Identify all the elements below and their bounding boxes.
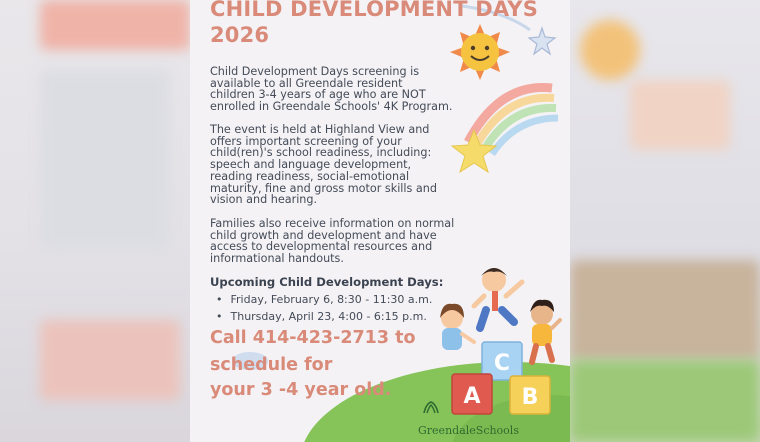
text-line: enrolled in Greendale Schools' 4K Program. xyxy=(210,100,453,114)
title-line: 2026 xyxy=(210,23,270,47)
text-line: maturity, fine and gross motor skills and xyxy=(210,181,437,195)
blurred-rainbow xyxy=(630,80,730,150)
poster xyxy=(190,0,570,442)
text-line: child growth and development and have xyxy=(210,228,437,242)
event-paragraph xyxy=(210,124,472,206)
block-letter: B xyxy=(521,385,539,410)
blurred-children xyxy=(570,260,760,360)
child-boy xyxy=(474,268,522,328)
blurred-background-left xyxy=(0,0,190,442)
text-line: offers important screening of your xyxy=(210,134,402,148)
text-line: access to developmental resources and xyxy=(210,240,433,254)
text-line: speech and language development, xyxy=(210,158,412,172)
date-item: • Thursday, April 23, 4:00 - 6:15 p.m. xyxy=(216,308,432,325)
title-line: CHILD DEVELOPMENT DAYS xyxy=(210,0,539,21)
text-line: reading readiness, social-emotional xyxy=(210,169,410,183)
call-line: schedule for xyxy=(210,355,333,375)
call-line: your 3 -4 year old. xyxy=(210,380,392,400)
brand-name: GreendaleSchools xyxy=(418,424,519,437)
child-right xyxy=(530,300,560,362)
block-letter: C xyxy=(493,351,511,376)
blurred-background-right xyxy=(570,0,760,442)
child-girl xyxy=(440,304,474,350)
block-letter: A xyxy=(463,384,481,409)
dates-list xyxy=(216,291,432,325)
call-line: Call 414-423-2713 to xyxy=(210,328,416,348)
greendale-schools-logo xyxy=(422,400,440,414)
children-illustration xyxy=(434,262,570,422)
blurred-sun xyxy=(580,20,640,80)
text-line: available to all Greendale resident xyxy=(210,76,403,90)
text-line: Families also receive information on normal xyxy=(210,217,455,230)
upcoming-heading: Upcoming Child Development Days: xyxy=(210,275,444,289)
page-title xyxy=(210,0,538,48)
text-line: informational handouts. xyxy=(210,252,344,266)
text-line: vision and hearing. xyxy=(210,193,318,207)
date-item: • Friday, February 6, 8:30 - 11:30 a.m. xyxy=(216,291,432,308)
blurred-call xyxy=(40,320,180,400)
blurred-text xyxy=(40,70,170,250)
intro-paragraph xyxy=(210,66,490,113)
text-line: The event is held at Highland View and xyxy=(210,123,430,136)
text-line: Child Development Days screening is xyxy=(210,65,420,78)
blurred-title xyxy=(40,0,190,50)
blurred-grass xyxy=(570,360,760,442)
text-line: child(ren)'s school readiness, including: xyxy=(210,146,432,160)
families-paragraph xyxy=(210,218,500,265)
text-line: children 3-4 years of age who are NOT xyxy=(210,88,426,102)
